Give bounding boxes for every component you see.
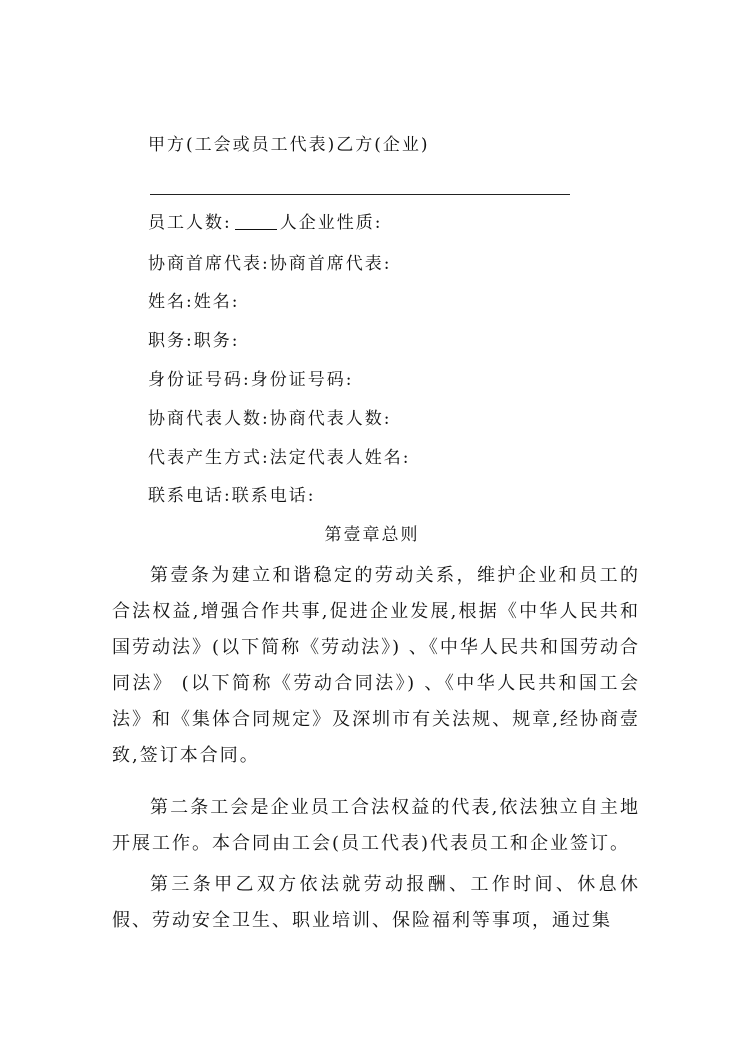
article-2: 第二条工会是企业员工合法权益的代表,依法独立自主地开展工作。本合同由工会(员工代表)代表员工和企业签订。 bbox=[112, 797, 640, 854]
employee-count-label: 员工人数: bbox=[148, 213, 232, 233]
chapter-title: 第壹章总则 bbox=[324, 525, 420, 545]
article-3: 第三条甲乙双方依法就劳动报酬、工作时间、休息休假、劳动安全卫生、职业培训、保险福利等事项，通过集 bbox=[112, 874, 640, 931]
rep-count-line: 协商代表人数:协商代表人数: bbox=[148, 409, 392, 429]
signature-rule bbox=[150, 194, 570, 195]
rep-method-line: 代表产生方式:法定代表人姓名: bbox=[148, 448, 411, 468]
name-line: 姓名:姓名: bbox=[148, 292, 240, 312]
phone-line: 联系电话:联系电话: bbox=[148, 486, 316, 506]
employee-count-blank bbox=[235, 213, 277, 230]
position-line: 职务:职务: bbox=[148, 331, 240, 351]
employee-count-unit: 人企业性质: bbox=[279, 213, 383, 233]
chief-rep-line: 协商首席代表:协商首席代表: bbox=[148, 254, 392, 274]
id-number-line: 身份证号码:身份证号码: bbox=[148, 370, 354, 390]
article-1: 第壹条为建立和谐稳定的劳动关系，维护企业和员工的合法权益,增强合作共事,促进企业发展,根据《中华人民共和国劳动法》(以下简称《劳动法》) 、《中华人民共和国劳动合同法》 (以下简称《劳动合同法》) 、《中华人民共和国工会法》和《集体合同规定》及深圳市有关法规、规章,经协商壹致,签订本合同。 bbox=[112, 565, 640, 766]
parties-line: 甲方(工会或员工代表)乙方(企业) bbox=[148, 135, 430, 155]
employee-count-line bbox=[148, 212, 382, 234]
